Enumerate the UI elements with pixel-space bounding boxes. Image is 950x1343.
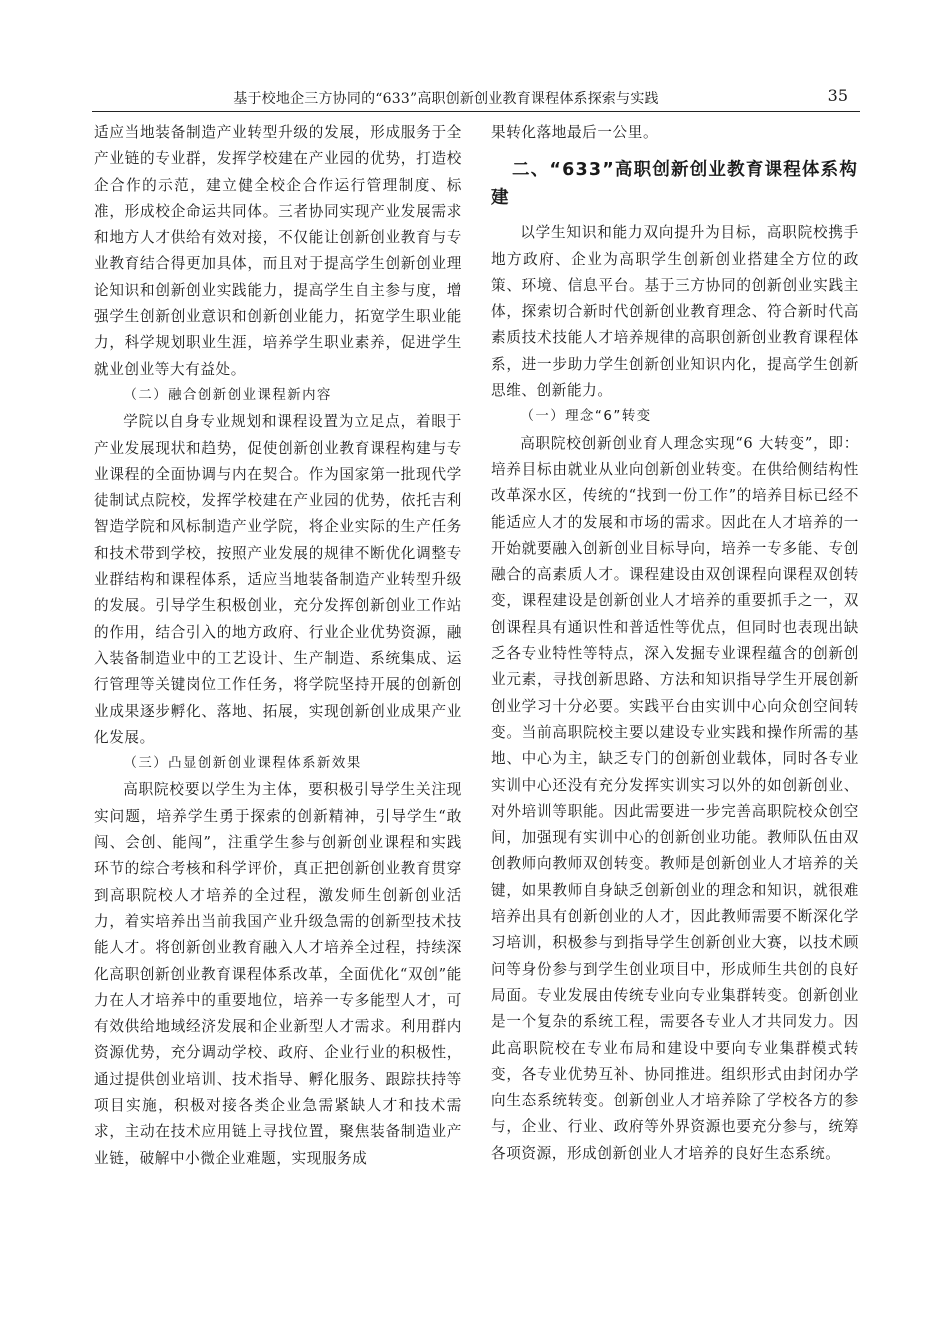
body-paragraph: 学院以自身专业规划和课程设置为立足点，着眼于产业发展现状和趋势，促使创新创业教育课程构建与专业课程的全面协调与内在契合。作为国家第一批现代学徒制试点院校，发挥学校建在产业园的优势，依托吉利智造学院和风标制造产业学院，将企业实际的生产任务和技术带到学校，按照产业发展的规律不断优化调整专业群结构和课程体系，适应当地装备制造产业转型升级的发展。引导学生积极创业，充分发挥创新创业工作站的作用，结合引入的地方政府、行业企业优势资源，融入装备制造业中的工艺设计、生产制造、系统集成、运行管理等关键岗位工作任务，将学院坚持开展的创新创业成果逐步孵化、落地、拓展，实现创新创业成果产业化发展。 (94, 413, 462, 746)
running-header-title: 基于校地企三方协同的“633”高职创新创业教育课程体系探索与实践 (233, 91, 659, 107)
running-header (92, 82, 860, 112)
right-column (491, 120, 859, 1167)
body-paragraph: 果转化落地最后一公里。 (491, 124, 659, 141)
body-paragraph: 适应当地装备制造产业转型升级的发展，形成服务于全产业链的专业群，发挥学校建在产业园的优势，打造校企合作的示范，建立健全校企合作运行管理制度、标准，形成校企命运共同体。三者协同实现产业发展需求和地方人才供给有效对接，不仅能让创新创业教育与专业教育结合得更加具体，而且对于提高学生创新创业理论知识和创新创业实践能力，提高学生自主参与度，增强学生创新创业意识和创新创业能力，拓宽学生职业能力，科学规划职业生涯，培养学生职业素养，促进学生就业创业等大有益处。 (94, 124, 462, 378)
body-paragraph: 高职院校要以学生为主体，要积极引导学生关注现实问题，培养学生勇于探索的创新精神，引导学生“敢闯、会创、能闯”，注重学生参与创新创业课程和实践环节的综合考核和科学评价，真正把创新创业教育贯穿到高职院校人才培养的全过程，激发师生创新创业活力，着实培养出当前我国产业升级急需的创新型技术技能人才。将创新创业教育融入人才培养全过程，持续深化高职创新创业教育课程体系改革，全面优化“双创”能力在人才培养中的重要地位，培养一专多能型人才，可有效供给地域经济发展和企业新型人才需求。利用群内资源优势，充分调动学校、政府、企业行业的积极性，通过提供创业培训、技术指导、孵化服务、跟踪扶持等项目实施，积极对接各类企业急需紧缺人才和技术需求，主动在技术应用链上寻找位置，聚焦装备制造业产业链，破解中小微企业难题，实现服务成 (94, 781, 462, 1167)
body-paragraph: 以学生知识和能力双向提升为目标，高职院校携手地方政府、企业为高职学生创新创业搭建全方位的政策、环境、信息平台。基于三方协同的创新创业实践主体，探索切合新时代创新创业教育理念、符合新时代高素质技术技能人才培养规律的高职创新创业教育课程体系，进一步助力学生创新创业知识内化，提高学生创新思维、创新能力。 (491, 224, 859, 400)
subsection-heading: （三）凸显创新创业课程体系新效果 (123, 756, 362, 772)
left-column (94, 120, 462, 1172)
subsection-heading: （二）融合创新创业课程新内容 (123, 387, 332, 403)
header-divider (92, 111, 860, 112)
section-heading: 二、“633”高职创新创业教育课程体系构建 (491, 160, 859, 209)
body-paragraph: 高职院校创新创业育人理念实现“6 大转变”，即：培养目标由就业从业向创新创业转变。在供给侧结构性改革深水区，传统的“找到一份工作”的培养目标已经不能适应人才的发展和市场的需求。因此在人才培养的一开始就要融入创新创业目标导向，培养一专多能、专创融合的高素质人才。课程建设由双创课程向课程双创转变，课程建设是创新创业人才培养的重要抓手之一，双创课程具有通识性和普适性等优点，但同时也表现出缺乏各专业特性等特点，深入发掘专业课程蕴含的创新创业元素，寻找创新思路、方法和知识指导学生开展创新创业学习十分必要。实践平台由实训中心向众创空间转变。当前高职院校主要以建设专业实践和操作所需的基地、中心为主，缺乏专门的创新创业载体，同时各专业实训中心还没有充分发挥实训实习以外的如创新创业、对外培训等职能。因此需要进一步完善高职院校众创空间，加强现有实训中心的创新创业功能。教师队伍由双创教师向教师双创转变。教师是创新创业人才培养的关键，如果教师自身缺乏创新创业的理念和知识，就很难培养出具有创新创业的人才，因此教师需要不断深化学习培训，积极参与到指导学生创新创业大赛，以技术顾问等身份参与到学生创业项目中，形成师生共创的良好局面。专业发展由传统专业向专业集群转变。创新创业是一个复杂的系统工程，需要各专业人才共同发力。因此高职院校在专业布局和建设中要向专业集群模式转变，各专业优势互补、协同推进。组织形式由封闭办学向生态系统转变。创新创业人才培养除了学校各方的参与，企业、行业、政府等外界资源也要充分参与，统筹各项资源，形成创新创业人才培养的良好生态系统。 (491, 434, 859, 1162)
page-number: 35 (827, 86, 848, 105)
subsection-heading: （一）理念“6”转变 (520, 409, 652, 425)
